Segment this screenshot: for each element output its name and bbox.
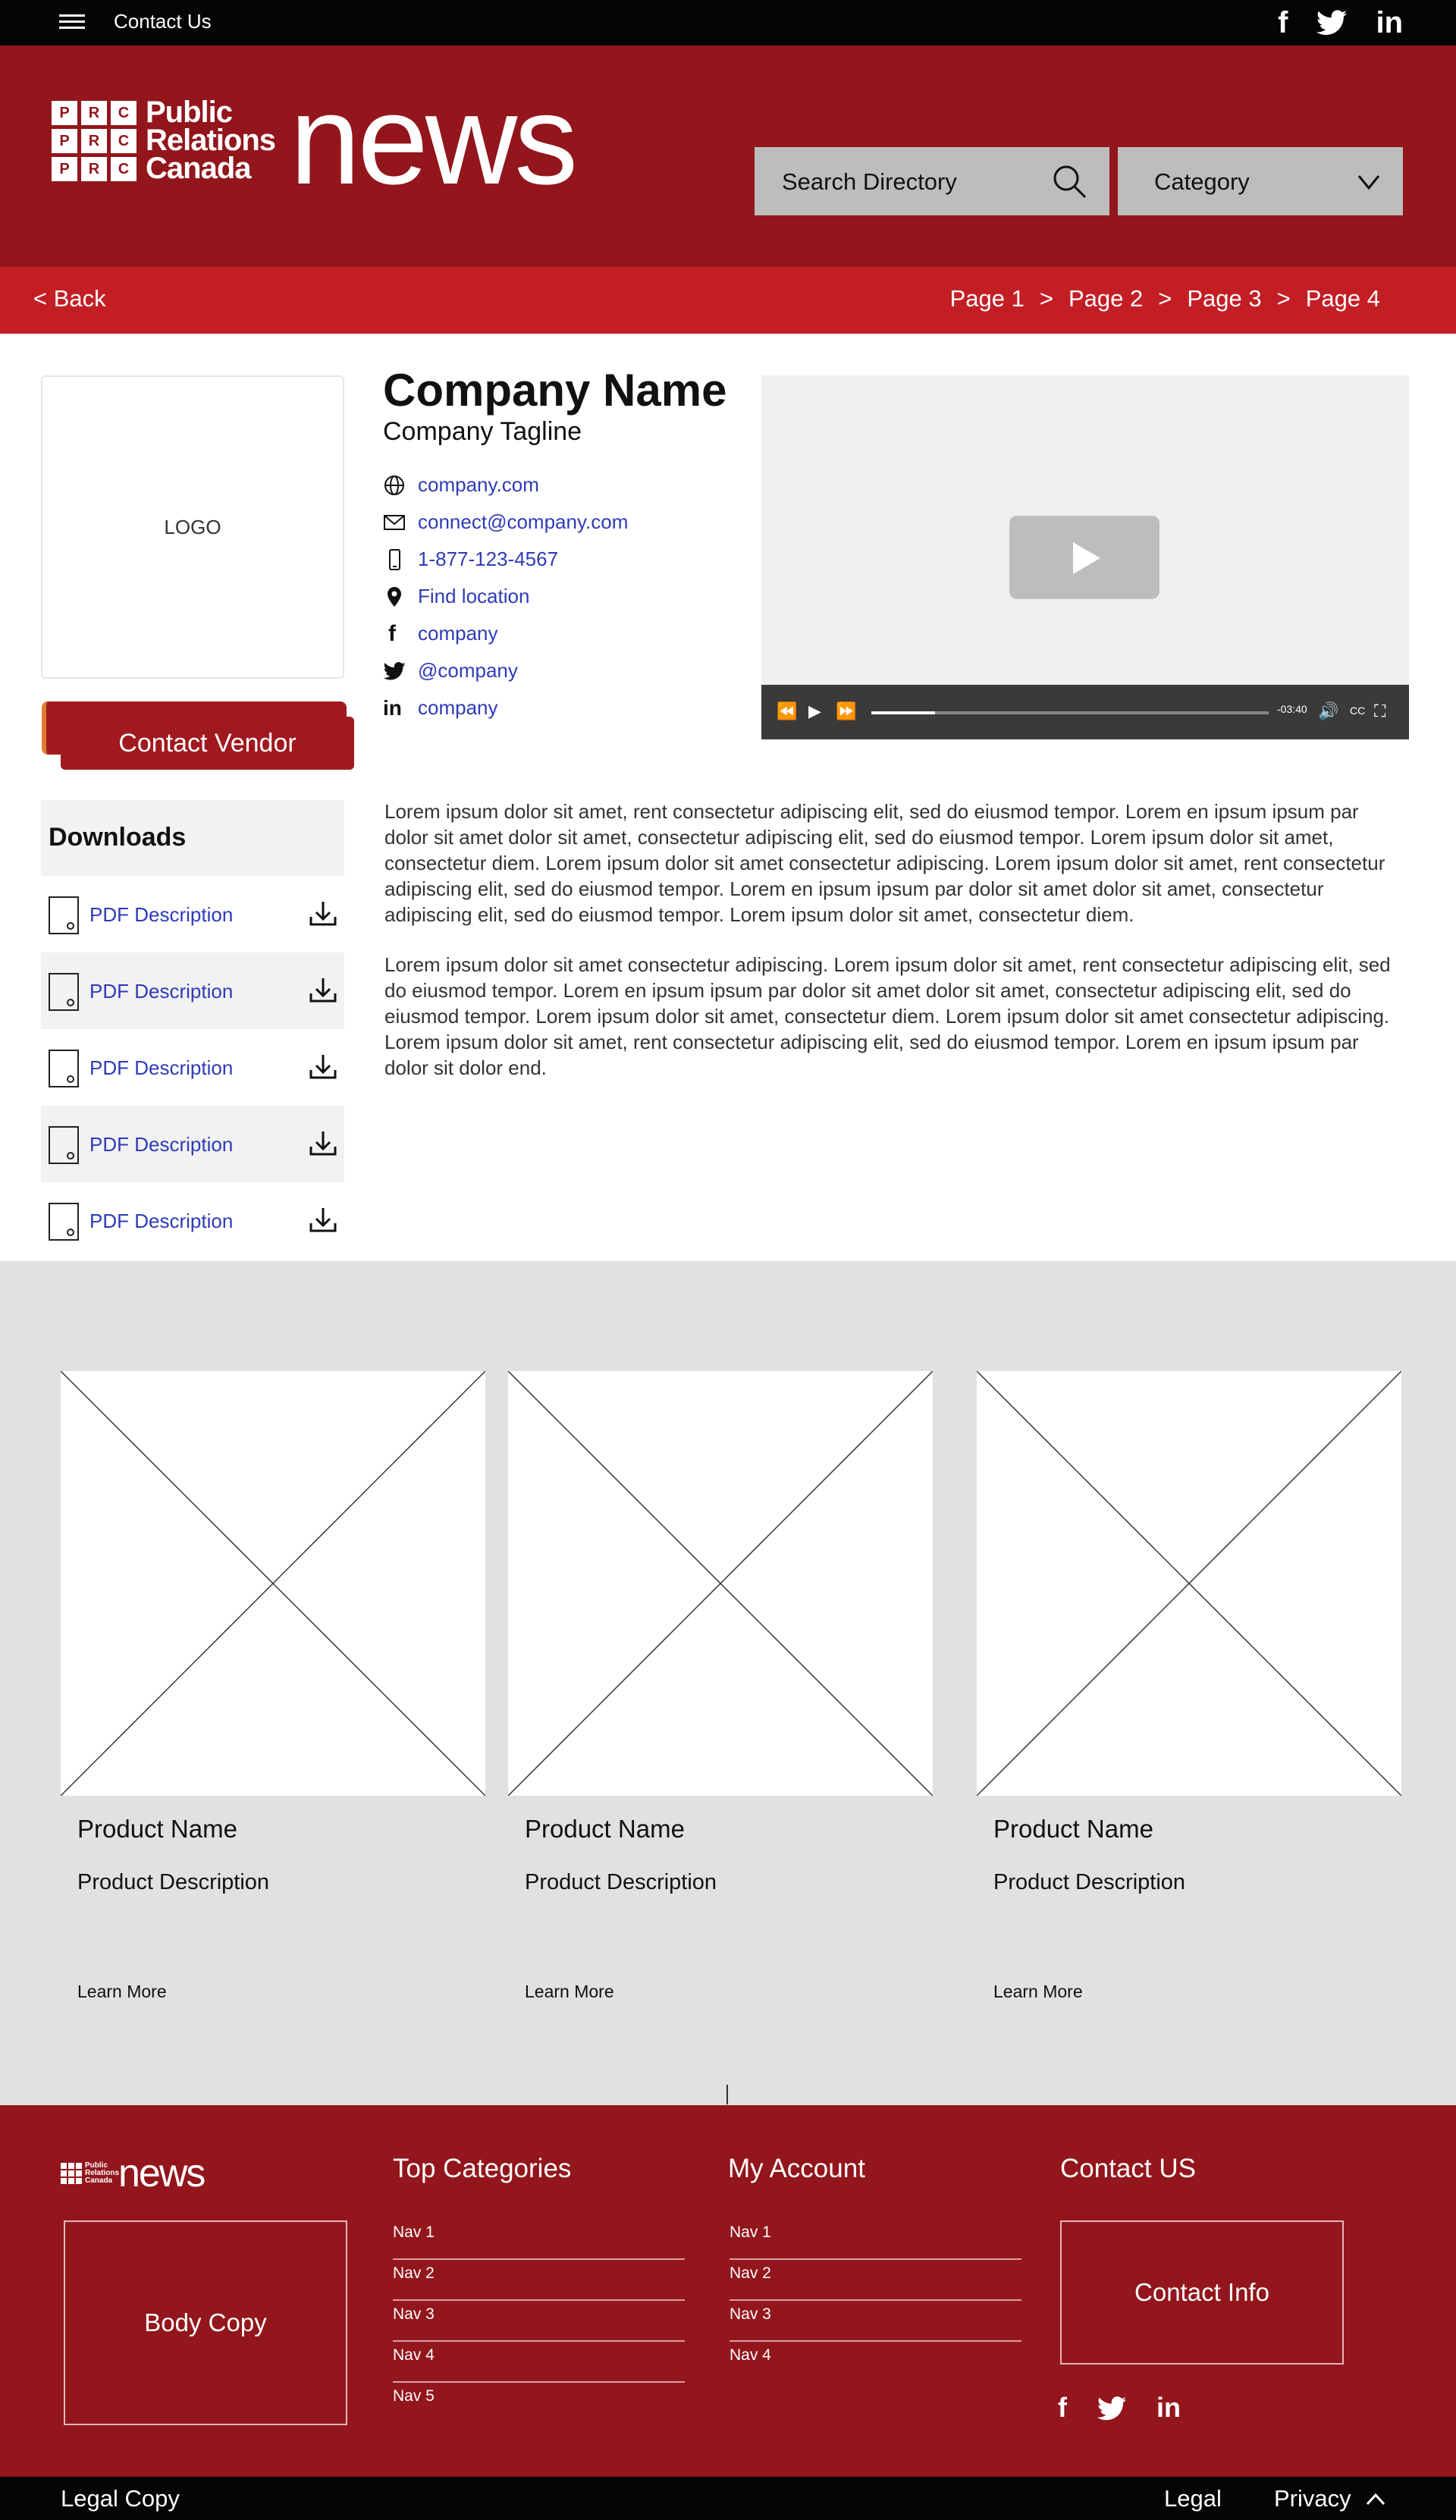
footer-nav-item[interactable]: Nav 2 — [730, 2260, 1021, 2301]
contact-row-twitter — [383, 652, 628, 689]
download-item — [41, 1106, 344, 1182]
placeholder-cross-icon — [508, 1371, 933, 1796]
linkedin-icon[interactable]: in — [1376, 6, 1403, 39]
email-link[interactable]: connect@company.com — [418, 510, 629, 533]
my-account-title: My Account — [728, 2154, 865, 2183]
company-description — [384, 799, 1393, 1105]
pdf-file-icon — [49, 896, 79, 934]
site-header — [0, 46, 1456, 267]
footer-nav-item[interactable]: Nav 4 — [730, 2346, 771, 2364]
chevron-down-icon — [1356, 168, 1382, 194]
video-progress-fill — [871, 711, 935, 714]
category-label: Category — [1154, 168, 1250, 195]
product-card — [977, 1371, 1401, 2001]
search-directory-input[interactable] — [755, 147, 1109, 215]
products-section — [0, 1261, 1456, 2105]
product-name: Product Name — [993, 1815, 1153, 1843]
play-icon — [1009, 516, 1159, 599]
my-account-nav — [730, 2219, 1021, 2383]
product-card — [61, 1371, 485, 2001]
phone-link[interactable]: 1-877-123-4567 — [418, 548, 559, 570]
product-description: Product Description — [993, 1870, 1186, 1894]
rewind-icon[interactable]: ⏪ — [777, 701, 798, 720]
learn-more-link[interactable]: Learn More — [525, 1982, 614, 2001]
product-image-placeholder[interactable] — [508, 1371, 933, 1796]
description-paragraph: Lorem ipsum dolor sit amet consectetur adipiscing. Lorem ipsum dolor sit amet, rent consectetur adipiscing elit, sed do eiusmod tempor. Lorem en ipsum ipsum par dolor sit amet dolor sit amet, consectetur adipiscing elit, sed do eiusmod tempor. Lorem ipsum dolor sit amet, consectetur diem. Lorem ipsum dolor sit amet consectetur adipiscing. Lorem ipsum dolor sit amet, rent consectetur adipiscing elit, sed do eiusmod tempor. Lorem en ipsum ipsum par dolor sit dolor end. — [384, 953, 1391, 1079]
contact-row-phone — [383, 541, 628, 578]
location-pin-icon — [383, 585, 406, 608]
breadcrumb-bar — [0, 267, 1456, 334]
contact-row-website — [383, 466, 628, 504]
search-icon[interactable] — [1050, 162, 1088, 200]
footer-social-links — [1058, 2392, 1181, 2424]
twitter-icon[interactable] — [1097, 2396, 1126, 2421]
privacy-link[interactable]: Privacy — [1274, 2485, 1351, 2512]
pdf-file-icon — [49, 1126, 79, 1164]
downloads-title: Downloads — [41, 800, 344, 876]
contact-vendor-button[interactable]: Contact Vendor — [61, 717, 354, 770]
breadcrumb-page-2[interactable]: Page 2 — [1068, 285, 1144, 312]
pdf-file-icon — [49, 1203, 79, 1241]
download-icon[interactable] — [308, 1052, 338, 1082]
search-placeholder: Search Directory — [782, 168, 957, 195]
legal-link[interactable]: Legal — [1164, 2485, 1222, 2512]
footer-nav-item[interactable]: Nav 3 — [393, 2301, 685, 2342]
pdf-description-link[interactable]: PDF Description — [89, 980, 234, 1003]
pdf-file-icon — [49, 973, 79, 1011]
breadcrumb-page-1[interactable]: Page 1 — [949, 285, 1025, 312]
breadcrumb-page-3[interactable]: Page 3 — [1187, 285, 1262, 312]
product-description: Product Description — [525, 1870, 717, 1894]
pdf-description-link[interactable]: PDF Description — [89, 903, 234, 926]
twitter-icon[interactable] — [1316, 10, 1347, 36]
description-paragraph: Lorem ipsum dolor sit amet, rent consectetur adipiscing elit, sed do eiusmod tempor. Lorem en ipsum ipsum par dolor sit amet dolor sit amet, consectetur adipiscing elit, sed do eiusmod tempor. Lorem ipsum dolor sit amet, consectetur diem. Lorem ipsum dolor sit amet consectetur adipiscing. Lorem ipsum dolor sit amet, rent consectetur adipiscing elit, sed do eiusmod tempor. Lorem en ipsum ipsum par dolor sit amet dolor sit amet, consectetur adipiscing elit, sed do eiusmod tempor. Lorem ipsum dolor sit amet, consectetur diem. — [384, 800, 1385, 926]
learn-more-link[interactable]: Learn More — [993, 1982, 1083, 2001]
closed-captions-icon[interactable]: CC — [1350, 705, 1366, 717]
fast-forward-icon[interactable]: ⏩ — [836, 701, 857, 720]
chevron-up-icon[interactable] — [1365, 2490, 1386, 2507]
linkedin-icon: in — [383, 695, 402, 720]
section-divider-tick — [726, 2085, 728, 2104]
prc-word: Canada — [146, 152, 251, 185]
download-item — [41, 952, 344, 1029]
top-categories-nav — [393, 2219, 685, 2424]
footer-body-copy: Body Copy — [64, 2220, 347, 2425]
contact-us-title: Contact US — [1060, 2154, 1196, 2183]
prc-word: Public — [146, 96, 233, 129]
pdf-description-link[interactable]: PDF Description — [89, 1210, 234, 1232]
download-icon[interactable] — [308, 1205, 338, 1235]
prc-logo-words — [146, 96, 276, 185]
play-small-icon[interactable]: ▶ — [808, 701, 821, 720]
breadcrumb-separator: > — [1158, 285, 1172, 312]
footer-nav-item[interactable]: Nav 2 — [393, 2260, 685, 2301]
facebook-link[interactable]: company — [418, 622, 498, 645]
linkedin-link[interactable]: company — [418, 696, 498, 719]
product-description: Product Description — [77, 1870, 270, 1894]
back-link[interactable]: < Back — [33, 285, 106, 312]
learn-more-link[interactable]: Learn More — [77, 1982, 167, 2001]
video-player — [761, 375, 1409, 739]
company-tagline: Company Tagline — [383, 417, 582, 446]
fullscreen-icon[interactable]: ⛶ — [1374, 701, 1386, 720]
placeholder-cross-icon — [977, 1371, 1401, 1796]
placeholder-cross-icon — [61, 1371, 485, 1796]
footer-logo[interactable] — [61, 2151, 204, 2196]
top-bar — [0, 0, 1456, 46]
facebook-icon[interactable]: f — [1278, 6, 1288, 39]
prc-letter: P — [52, 129, 77, 153]
download-icon[interactable] — [308, 1128, 338, 1159]
social-links — [1278, 5, 1403, 41]
breadcrumb-page-4[interactable]: Page 4 — [1305, 285, 1380, 312]
pdf-description-link[interactable]: PDF Description — [89, 1133, 234, 1156]
download-icon[interactable] — [308, 899, 338, 929]
logo-placeholder-text: LOGO — [164, 516, 221, 538]
video-controls — [761, 685, 1409, 739]
footer-logo-small-text: Public Relations Canada — [85, 2161, 120, 2185]
prc-logo-grid — [52, 101, 136, 181]
legal-copy: Legal Copy — [61, 2485, 180, 2512]
download-item — [41, 1182, 344, 1259]
facebook-icon[interactable]: f — [1058, 2392, 1067, 2423]
download-item — [41, 876, 344, 952]
globe-icon — [383, 474, 406, 497]
hamburger-menu-icon[interactable] — [59, 11, 85, 33]
top-categories-title: Top Categories — [393, 2154, 572, 2183]
prc-letter: P — [52, 101, 77, 125]
download-icon[interactable] — [308, 975, 338, 1006]
prc-letter: R — [81, 129, 107, 153]
facebook-icon: f — [388, 620, 396, 646]
downloads-panel — [41, 800, 344, 1259]
product-name: Product Name — [525, 1815, 685, 1843]
twitter-icon — [383, 662, 406, 680]
prc-letter: R — [81, 157, 107, 181]
product-image-placeholder[interactable] — [61, 1371, 485, 1796]
news-wordmark[interactable]: news — [290, 68, 576, 211]
footer-nav-item[interactable]: Nav 1 — [393, 2219, 685, 2260]
contact-row-linkedin — [383, 689, 628, 727]
prc-logo[interactable] — [52, 96, 276, 185]
product-name: Product Name — [77, 1815, 237, 1843]
contact-row-location — [383, 578, 628, 615]
prc-letter: C — [111, 157, 136, 181]
contact-row-email — [383, 504, 628, 541]
prc-word: Relations — [146, 124, 276, 157]
contact-row-facebook — [383, 615, 628, 652]
footer-nav-item[interactable]: Nav 1 — [730, 2219, 1021, 2260]
category-dropdown[interactable] — [1118, 147, 1403, 215]
footer-nav-item[interactable]: Nav 4 — [393, 2342, 685, 2383]
prc-letter: C — [111, 129, 136, 153]
footer-news-wordmark: news — [118, 2151, 205, 2195]
twitter-link[interactable]: @company — [418, 659, 518, 682]
company-logo-placeholder — [41, 375, 344, 679]
site-footer — [0, 2105, 1456, 2477]
prc-letter: C — [111, 101, 136, 125]
contact-us-link[interactable]: Contact Us — [114, 10, 212, 33]
breadcrumb — [950, 285, 1380, 312]
website-link[interactable]: company.com — [418, 473, 539, 496]
download-item — [41, 1029, 344, 1106]
pdf-description-link[interactable]: PDF Description — [89, 1056, 234, 1079]
linkedin-icon[interactable]: in — [1156, 2392, 1181, 2423]
footer-nav-item[interactable]: Nav 5 — [393, 2387, 435, 2405]
phone-icon — [383, 548, 406, 571]
video-time: -03:40 — [1277, 703, 1307, 715]
prc-letter: R — [81, 101, 107, 125]
footer-contact-info: Contact Info — [1060, 2220, 1344, 2365]
bottom-bar — [0, 2477, 1456, 2520]
company-name: Company Name — [383, 365, 727, 416]
footer-nav-item[interactable]: Nav 3 — [730, 2301, 1021, 2342]
video-progress-bar[interactable] — [871, 711, 1269, 714]
video-play-button[interactable] — [1009, 516, 1159, 599]
volume-icon[interactable]: 🔊 — [1318, 701, 1339, 720]
breadcrumb-separator: > — [1276, 285, 1291, 312]
product-image-placeholder[interactable] — [977, 1371, 1401, 1796]
mail-icon — [383, 513, 406, 532]
footer-logo-grid — [61, 2163, 82, 2184]
pdf-file-icon — [49, 1050, 79, 1087]
find-location-link[interactable]: Find location — [418, 585, 530, 607]
prc-letter: P — [52, 157, 77, 181]
company-contact-list — [383, 466, 628, 727]
breadcrumb-separator: > — [1039, 285, 1053, 312]
product-card — [508, 1371, 933, 2001]
